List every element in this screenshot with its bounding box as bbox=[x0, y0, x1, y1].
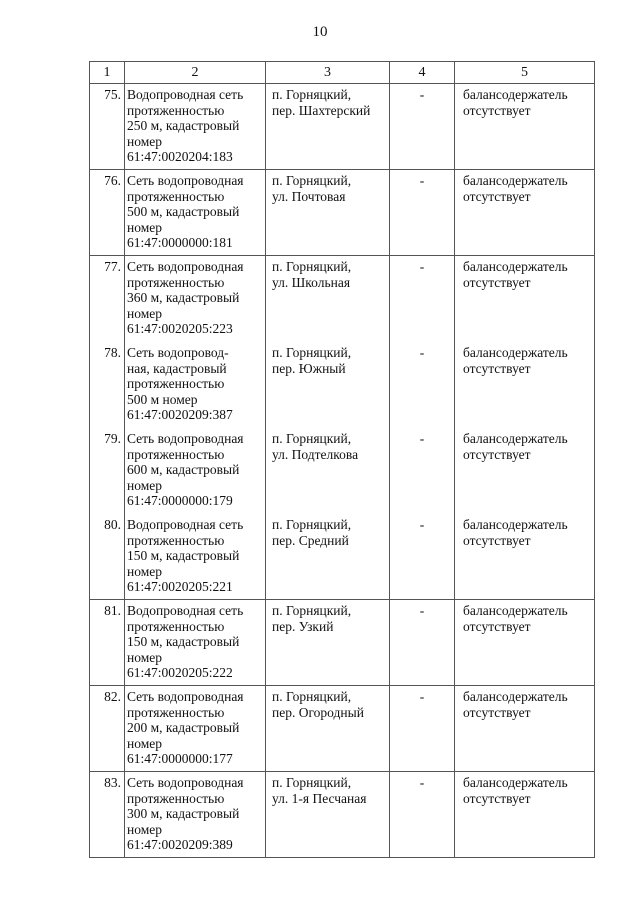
description-line: протяженностью bbox=[127, 790, 225, 806]
owner-line: балансодержатель bbox=[463, 775, 568, 790]
header-cell-5: 5 bbox=[455, 62, 595, 84]
address-line: п. Горняцкий, bbox=[272, 517, 352, 532]
table-row bbox=[90, 256, 595, 342]
owner-line: отсутствует bbox=[463, 790, 531, 806]
description-line: 61:47:0000000:177 bbox=[127, 751, 233, 766]
column-4-cell: - bbox=[390, 514, 455, 600]
page-number: 10 bbox=[312, 24, 328, 40]
address-line: п. Горняцкий, bbox=[272, 689, 352, 704]
description-line: номер bbox=[127, 133, 163, 149]
address-cell bbox=[266, 772, 390, 858]
description-line: номер bbox=[127, 563, 163, 579]
description-cell bbox=[125, 170, 266, 256]
address-line: п. Горняцкий, bbox=[272, 431, 352, 446]
address-cell bbox=[266, 600, 390, 686]
description-line: Сеть водопровод- bbox=[127, 345, 229, 360]
owner-line: отсутствует bbox=[463, 188, 531, 204]
description-line: Водопроводная сеть bbox=[127, 603, 244, 618]
description-line: Сеть водопроводная bbox=[127, 689, 244, 704]
description-line: 61:47:0000000:179 bbox=[127, 493, 233, 508]
owner-line: отсутствует bbox=[463, 274, 531, 290]
header-cell-4: 4 bbox=[390, 62, 455, 84]
owner-line: балансодержатель bbox=[463, 87, 568, 102]
description-line: 150 м, кадастровый bbox=[127, 548, 240, 563]
address-line: пер. Средний bbox=[272, 532, 349, 548]
description-line: протяженностью bbox=[127, 188, 225, 204]
owner-line: отсутствует bbox=[463, 360, 531, 376]
description-line: номер bbox=[127, 477, 163, 493]
address-cell bbox=[266, 256, 390, 342]
header-row bbox=[90, 62, 595, 84]
row-number-cell: 77. bbox=[90, 256, 125, 342]
description-line: протяженностью bbox=[127, 704, 225, 720]
address-line: пер. Огородный bbox=[272, 704, 364, 720]
description-line: протяженностью bbox=[127, 102, 225, 118]
owner-line: отсутствует bbox=[463, 618, 531, 634]
description-line: протяженностью bbox=[127, 446, 225, 462]
address-line: пер. Узкий bbox=[272, 618, 334, 634]
address-line: ул. Почтовая bbox=[272, 188, 346, 204]
description-line: протяженностью bbox=[127, 532, 225, 548]
owner-line: балансодержатель bbox=[463, 603, 568, 618]
row-number-cell: 81. bbox=[90, 600, 125, 686]
description-line: Сеть водопроводная bbox=[127, 259, 244, 274]
description-line: Водопроводная сеть bbox=[127, 87, 244, 102]
owner-cell bbox=[455, 686, 595, 772]
description-line: 500 м номер bbox=[127, 391, 198, 407]
owner-cell bbox=[455, 428, 595, 514]
description-cell bbox=[125, 686, 266, 772]
owner-line: отсутствует bbox=[463, 446, 531, 462]
row-number-cell: 78. bbox=[90, 342, 125, 428]
description-line: протяженностью bbox=[127, 376, 225, 391]
description-line: протяженностью bbox=[127, 274, 225, 290]
description-line: 61:47:0020205:222 bbox=[127, 665, 233, 680]
table-row bbox=[90, 428, 595, 514]
owner-line: отсутствует bbox=[463, 704, 531, 720]
address-line: п. Горняцкий, bbox=[272, 775, 352, 790]
header-cell-3: 3 bbox=[266, 62, 390, 84]
address-line: ул. 1-я Песчаная bbox=[272, 790, 367, 806]
owner-line: балансодержатель bbox=[463, 173, 568, 188]
owner-cell bbox=[455, 84, 595, 170]
column-4-cell: - bbox=[390, 170, 455, 256]
description-cell bbox=[125, 772, 266, 858]
table-row bbox=[90, 84, 595, 170]
table-row bbox=[90, 342, 595, 428]
owner-cell bbox=[455, 342, 595, 428]
owner-line: отсутствует bbox=[463, 102, 531, 118]
address-cell bbox=[266, 428, 390, 514]
description-line: 600 м, кадастровый bbox=[127, 462, 240, 477]
owner-line: отсутствует bbox=[463, 532, 531, 548]
table-row bbox=[90, 772, 595, 858]
description-line: ная, кадастровый bbox=[127, 360, 227, 376]
row-number-cell: 76. bbox=[90, 170, 125, 256]
description-line: 61:47:0020205:223 bbox=[127, 321, 233, 336]
description-line: протяженностью bbox=[127, 618, 225, 634]
address-line: пер. Шахтерский bbox=[272, 102, 371, 118]
description-line: 61:47:0020209:389 bbox=[127, 837, 233, 852]
description-line: 200 м, кадастровый bbox=[127, 720, 240, 735]
row-number-cell: 75. bbox=[90, 84, 125, 170]
description-cell bbox=[125, 600, 266, 686]
row-number-cell: 83. bbox=[90, 772, 125, 858]
description-line: номер bbox=[127, 821, 163, 837]
description-line: Сеть водопроводная bbox=[127, 775, 244, 790]
owner-cell bbox=[455, 256, 595, 342]
registry-table bbox=[89, 61, 595, 858]
table-row bbox=[90, 514, 595, 600]
address-line: ул. Школьная bbox=[272, 274, 351, 290]
description-line: Сеть водопроводная bbox=[127, 173, 244, 188]
owner-line: балансодержатель bbox=[463, 259, 568, 274]
row-number-cell: 82. bbox=[90, 686, 125, 772]
owner-line: балансодержатель bbox=[463, 345, 568, 360]
header-cell-2: 2 bbox=[125, 62, 266, 84]
column-4-cell: - bbox=[390, 342, 455, 428]
description-line: 500 м, кадастровый bbox=[127, 204, 240, 219]
address-cell bbox=[266, 514, 390, 600]
owner-cell bbox=[455, 772, 595, 858]
description-line: Сеть водопроводная bbox=[127, 431, 244, 446]
table-body bbox=[90, 62, 595, 858]
owner-cell bbox=[455, 600, 595, 686]
description-line: 250 м, кадастровый bbox=[127, 118, 240, 133]
description-line: Водопроводная сеть bbox=[127, 517, 244, 532]
description-cell bbox=[125, 256, 266, 342]
description-line: 61:47:0020209:387 bbox=[127, 407, 233, 422]
address-line: п. Горняцкий, bbox=[272, 259, 352, 274]
address-cell bbox=[266, 342, 390, 428]
column-4-cell: - bbox=[390, 772, 455, 858]
address-line: п. Горняцкий, bbox=[272, 603, 352, 618]
description-line: 300 м, кадастровый bbox=[127, 806, 240, 821]
column-4-cell: - bbox=[390, 686, 455, 772]
table-row bbox=[90, 686, 595, 772]
column-4-cell: - bbox=[390, 256, 455, 342]
row-number-cell: 80. bbox=[90, 514, 125, 600]
description-line: 360 м, кадастровый bbox=[127, 290, 240, 305]
owner-line: балансодержатель bbox=[463, 431, 568, 446]
address-line: ул. Подтелкова bbox=[272, 446, 359, 462]
table-row bbox=[90, 600, 595, 686]
address-line: пер. Южный bbox=[272, 360, 346, 376]
description-line: 150 м, кадастровый bbox=[127, 634, 240, 649]
description-line: номер bbox=[127, 219, 163, 235]
description-cell bbox=[125, 342, 266, 428]
address-line: п. Горняцкий, bbox=[272, 345, 352, 360]
column-4-cell: - bbox=[390, 600, 455, 686]
table-row bbox=[90, 170, 595, 256]
description-cell bbox=[125, 514, 266, 600]
address-cell bbox=[266, 84, 390, 170]
description-line: 61:47:0000000:181 bbox=[127, 235, 233, 250]
column-4-cell: - bbox=[390, 84, 455, 170]
description-line: номер bbox=[127, 735, 163, 751]
address-line: п. Горняцкий, bbox=[272, 173, 352, 188]
address-line: п. Горняцкий, bbox=[272, 87, 352, 102]
owner-line: балансодержатель bbox=[463, 517, 568, 532]
address-cell bbox=[266, 170, 390, 256]
owner-line: балансодержатель bbox=[463, 689, 568, 704]
description-cell bbox=[125, 428, 266, 514]
description-cell bbox=[125, 84, 266, 170]
description-line: номер bbox=[127, 649, 163, 665]
row-number-cell: 79. bbox=[90, 428, 125, 514]
address-cell bbox=[266, 686, 390, 772]
owner-cell bbox=[455, 170, 595, 256]
header-cell-1: 1 bbox=[90, 62, 125, 84]
description-line: 61:47:0020205:221 bbox=[127, 579, 233, 594]
description-line: 61:47:0020204:183 bbox=[127, 149, 233, 164]
column-4-cell: - bbox=[390, 428, 455, 514]
description-line: номер bbox=[127, 305, 163, 321]
owner-cell bbox=[455, 514, 595, 600]
